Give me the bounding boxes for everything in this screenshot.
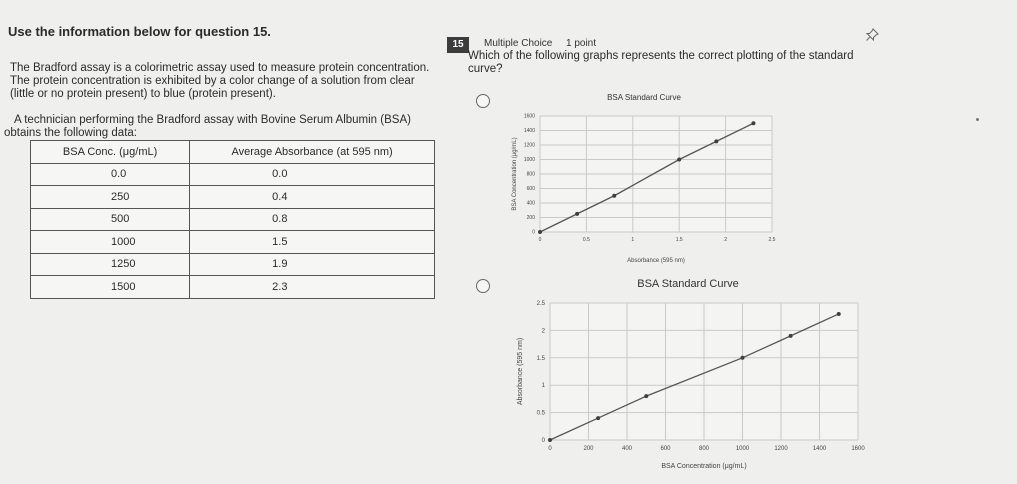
option-b-radio[interactable]	[476, 279, 490, 293]
y-tick-label: 1.5	[536, 355, 545, 362]
table-cell: 0.4	[190, 186, 435, 209]
table-row	[31, 208, 435, 231]
x-tick-label: 1400	[812, 446, 827, 452]
table-cell: 2.3	[190, 276, 435, 299]
y-tick-label: 1400	[523, 128, 535, 135]
data-point	[596, 416, 600, 420]
y-tick-label: 200	[526, 215, 535, 222]
data-point	[677, 158, 681, 162]
x-tick-label: 1	[631, 237, 635, 243]
question-number-badge: 15	[447, 37, 469, 53]
option-a-radio[interactable]	[476, 94, 490, 108]
chart-title: BSA Standard Curve	[637, 278, 739, 290]
assay-description	[10, 62, 430, 101]
x-axis-label: BSA Concentration (μg/mL)	[661, 463, 747, 470]
table-row	[31, 231, 435, 254]
chart-option-a	[500, 88, 800, 264]
y-tick-label: 0	[532, 229, 535, 236]
data-point	[644, 394, 648, 398]
x-tick-label: 1600	[851, 446, 865, 452]
y-axis-label: Absorbance (595 nm)	[517, 337, 524, 406]
y-axis-label: BSA Concentration (μg/mL)	[512, 137, 518, 211]
x-tick-label: 200	[583, 446, 594, 452]
table-cell: 500	[31, 208, 190, 231]
data-point	[751, 121, 755, 125]
x-tick-label: 2.5	[768, 237, 776, 243]
table-header-row	[31, 141, 435, 164]
y-tick-label: 0	[541, 438, 545, 444]
technician-line: A technician performing the Bradford assay with Bovine Serum Albumin (BSA)	[14, 114, 411, 126]
data-point	[741, 356, 745, 360]
intro-line: The protein concentration is exhibited by a color change of a solution from clear	[10, 75, 415, 87]
y-tick-label: 600	[526, 186, 535, 193]
column-header-bsa: BSA Conc. (μg/mL)	[31, 141, 190, 164]
table-row	[31, 163, 435, 186]
intro-line: The Bradford assay is a colorimetric assay used to measure protein concentration.	[10, 62, 430, 74]
x-tick-label: 600	[660, 446, 671, 452]
data-table	[30, 140, 435, 299]
table-cell: 0.0	[31, 163, 190, 186]
prompt-line: Which of the following graphs represents the correct plotting of the standard	[468, 50, 854, 62]
x-tick-label: 0	[538, 237, 542, 243]
chart-option-b	[500, 274, 870, 484]
question-type: Multiple Choice	[484, 38, 553, 49]
x-tick-label: 800	[698, 446, 710, 452]
x-tick-label: 0	[548, 446, 552, 452]
x-tick-label: 1000	[735, 446, 750, 452]
prompt-line: curve?	[468, 63, 503, 75]
x-tick-label: 0.5	[582, 237, 590, 243]
table-row	[31, 253, 435, 276]
y-tick-label: 1600	[523, 113, 535, 120]
table-cell: 1.5	[190, 231, 435, 254]
y-tick-label: 1200	[523, 142, 535, 149]
y-tick-label: 2.5	[536, 301, 545, 307]
x-axis-label: Absorbance (595 nm)	[627, 258, 685, 264]
intro-line: (little or no protein present) to blue (protein present).	[10, 88, 276, 100]
chart-title: BSA Standard Curve	[607, 93, 681, 102]
y-tick-label: 1	[541, 383, 545, 390]
table-cell: 250	[31, 186, 190, 209]
y-tick-label: 800	[526, 171, 535, 178]
data-point	[789, 334, 793, 338]
data-point	[538, 230, 542, 234]
y-tick-label: 0.5	[536, 410, 545, 417]
table-cell: 0.8	[190, 208, 435, 231]
table-row	[31, 276, 435, 299]
table-row	[31, 186, 435, 209]
x-tick-label: 1.5	[675, 237, 683, 243]
table-cell: 0.0	[190, 163, 435, 186]
stray-dot	[976, 118, 979, 121]
y-tick-label: 400	[526, 200, 535, 207]
y-tick-label: 1000	[523, 157, 535, 164]
y-tick-label: 2	[541, 328, 545, 335]
table-cell: 1000	[31, 231, 190, 254]
table-cell: 1500	[31, 276, 190, 299]
data-point	[837, 312, 841, 316]
section-heading: Use the information below for question 15.	[8, 24, 271, 39]
question-points: 1 point	[566, 38, 597, 49]
technician-description	[4, 114, 434, 140]
column-header-absorbance: Average Absorbance (at 595 nm)	[190, 141, 435, 164]
x-tick-label: 400	[621, 446, 633, 452]
x-tick-label: 1200	[774, 446, 788, 452]
table-cell: 1250	[31, 253, 190, 276]
pin-icon[interactable]	[865, 28, 879, 42]
data-point	[575, 212, 579, 216]
data-point	[612, 194, 616, 198]
data-point	[548, 438, 552, 442]
table-cell: 1.9	[190, 253, 435, 276]
technician-line: obtains the following data:	[4, 127, 137, 139]
x-tick-label: 2	[724, 237, 727, 243]
data-point	[714, 139, 718, 143]
question-prompt	[468, 50, 868, 76]
